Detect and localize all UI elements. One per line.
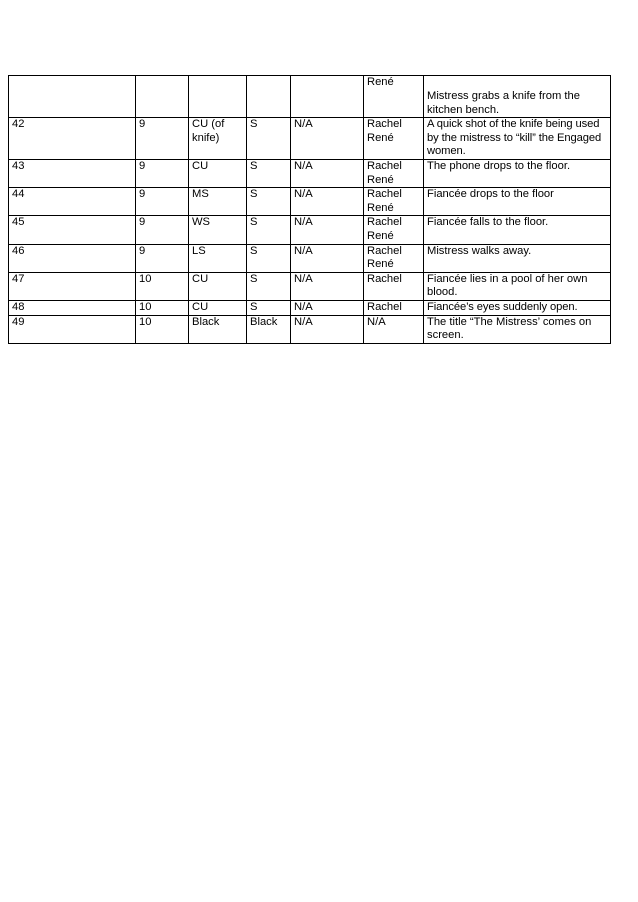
cell-shot: 9 [136, 216, 189, 244]
actor-name: Rachel [367, 159, 402, 172]
actor-name: René [367, 76, 394, 88]
cell-shot: 10 [136, 315, 189, 343]
cell-actors [364, 272, 424, 300]
cell-actors [364, 76, 424, 118]
actor-name: René [367, 258, 394, 271]
cell-prop [291, 76, 364, 118]
cell-description: A quick shot of the knife being used by the mistress to “kill” the Engaged women. [424, 118, 611, 160]
cell-actors [364, 244, 424, 272]
cell-scene: 43 [9, 159, 136, 187]
cell-shot-type: CU [189, 272, 247, 300]
cell-description: Fiancée lies in a pool of her own blood. [424, 272, 611, 300]
cell-actors [364, 188, 424, 216]
actor-name: René [367, 131, 394, 144]
cell-scene: 47 [9, 272, 136, 300]
cell-description: Fiancée drops to the floor [424, 188, 611, 216]
cell-shot [136, 76, 189, 118]
cell-prop: N/A [291, 315, 364, 343]
cell-shot: 9 [136, 188, 189, 216]
cell-actors [364, 159, 424, 187]
cell-prop: N/A [291, 216, 364, 244]
cell-prop: N/A [291, 118, 364, 160]
cell-prop: N/A [291, 300, 364, 315]
cell-description: The title “The Mistress’ comes on screen. [424, 315, 611, 343]
cell-scene [9, 76, 136, 118]
cell-scene: 48 [9, 300, 136, 315]
cell-prop: N/A [291, 159, 364, 187]
cell-shot-type: LS [189, 244, 247, 272]
table-row [9, 272, 611, 300]
table-row [9, 188, 611, 216]
table-row [9, 118, 611, 160]
cell-description: Mistress walks away. [424, 244, 611, 272]
cell-scene: 49 [9, 315, 136, 343]
cell-actors [364, 216, 424, 244]
table-row [9, 244, 611, 272]
cell-sound: S [247, 188, 291, 216]
cell-prop: N/A [291, 244, 364, 272]
cell-prop: N/A [291, 272, 364, 300]
actor-name: René [367, 229, 394, 242]
actor-name: Rachel [367, 216, 402, 229]
cell-sound: Black [247, 315, 291, 343]
cell-shot-type: Black [189, 315, 247, 343]
cell-scene: 45 [9, 216, 136, 244]
cell-description: Fiancée’s eyes suddenly open. [424, 300, 611, 315]
shot-list-table [8, 75, 611, 344]
cell-scene: 44 [9, 188, 136, 216]
actor-name: N/A [367, 315, 386, 328]
cell-description: Fiancée falls to the floor. [424, 216, 611, 244]
cell-sound: S [247, 272, 291, 300]
cell-prop: N/A [291, 188, 364, 216]
cell-scene: 46 [9, 244, 136, 272]
cell-sound: S [247, 244, 291, 272]
cell-sound: S [247, 118, 291, 160]
cell-actors [364, 300, 424, 315]
cell-shot: 9 [136, 244, 189, 272]
cell-actors [364, 315, 424, 343]
cell-shot-type: CU [189, 159, 247, 187]
cell-sound: S [247, 300, 291, 315]
cell-actors [364, 118, 424, 160]
cell-shot-type: CU (of knife) [189, 118, 247, 160]
cell-shot: 10 [136, 272, 189, 300]
cell-sound: S [247, 216, 291, 244]
actor-name: René [367, 201, 394, 214]
cell-description: The phone drops to the floor. [424, 159, 611, 187]
table-row [9, 159, 611, 187]
actor-name: Rachel [367, 300, 402, 313]
cell-shot: 10 [136, 300, 189, 315]
cell-scene: 42 [9, 118, 136, 160]
cell-shot: 9 [136, 159, 189, 187]
cell-shot-type [189, 76, 247, 118]
cell-description [424, 76, 611, 118]
cell-shot-type: CU [189, 300, 247, 315]
cell-shot-type: WS [189, 216, 247, 244]
actor-name: Rachel [367, 244, 402, 257]
table-row [9, 300, 611, 315]
table-row-continuation [9, 76, 611, 118]
table-row [9, 315, 611, 343]
cell-shot-type: MS [189, 188, 247, 216]
actor-name: René [367, 173, 394, 186]
description-text: Mistress grabs a knife from the kitchen bench. [427, 90, 580, 116]
cell-sound: S [247, 159, 291, 187]
table-row [9, 216, 611, 244]
actor-name: Rachel [367, 272, 402, 285]
actor-name: Rachel [367, 118, 402, 131]
cell-shot: 9 [136, 118, 189, 160]
actor-name: Rachel [367, 188, 402, 201]
cell-sound [247, 76, 291, 118]
